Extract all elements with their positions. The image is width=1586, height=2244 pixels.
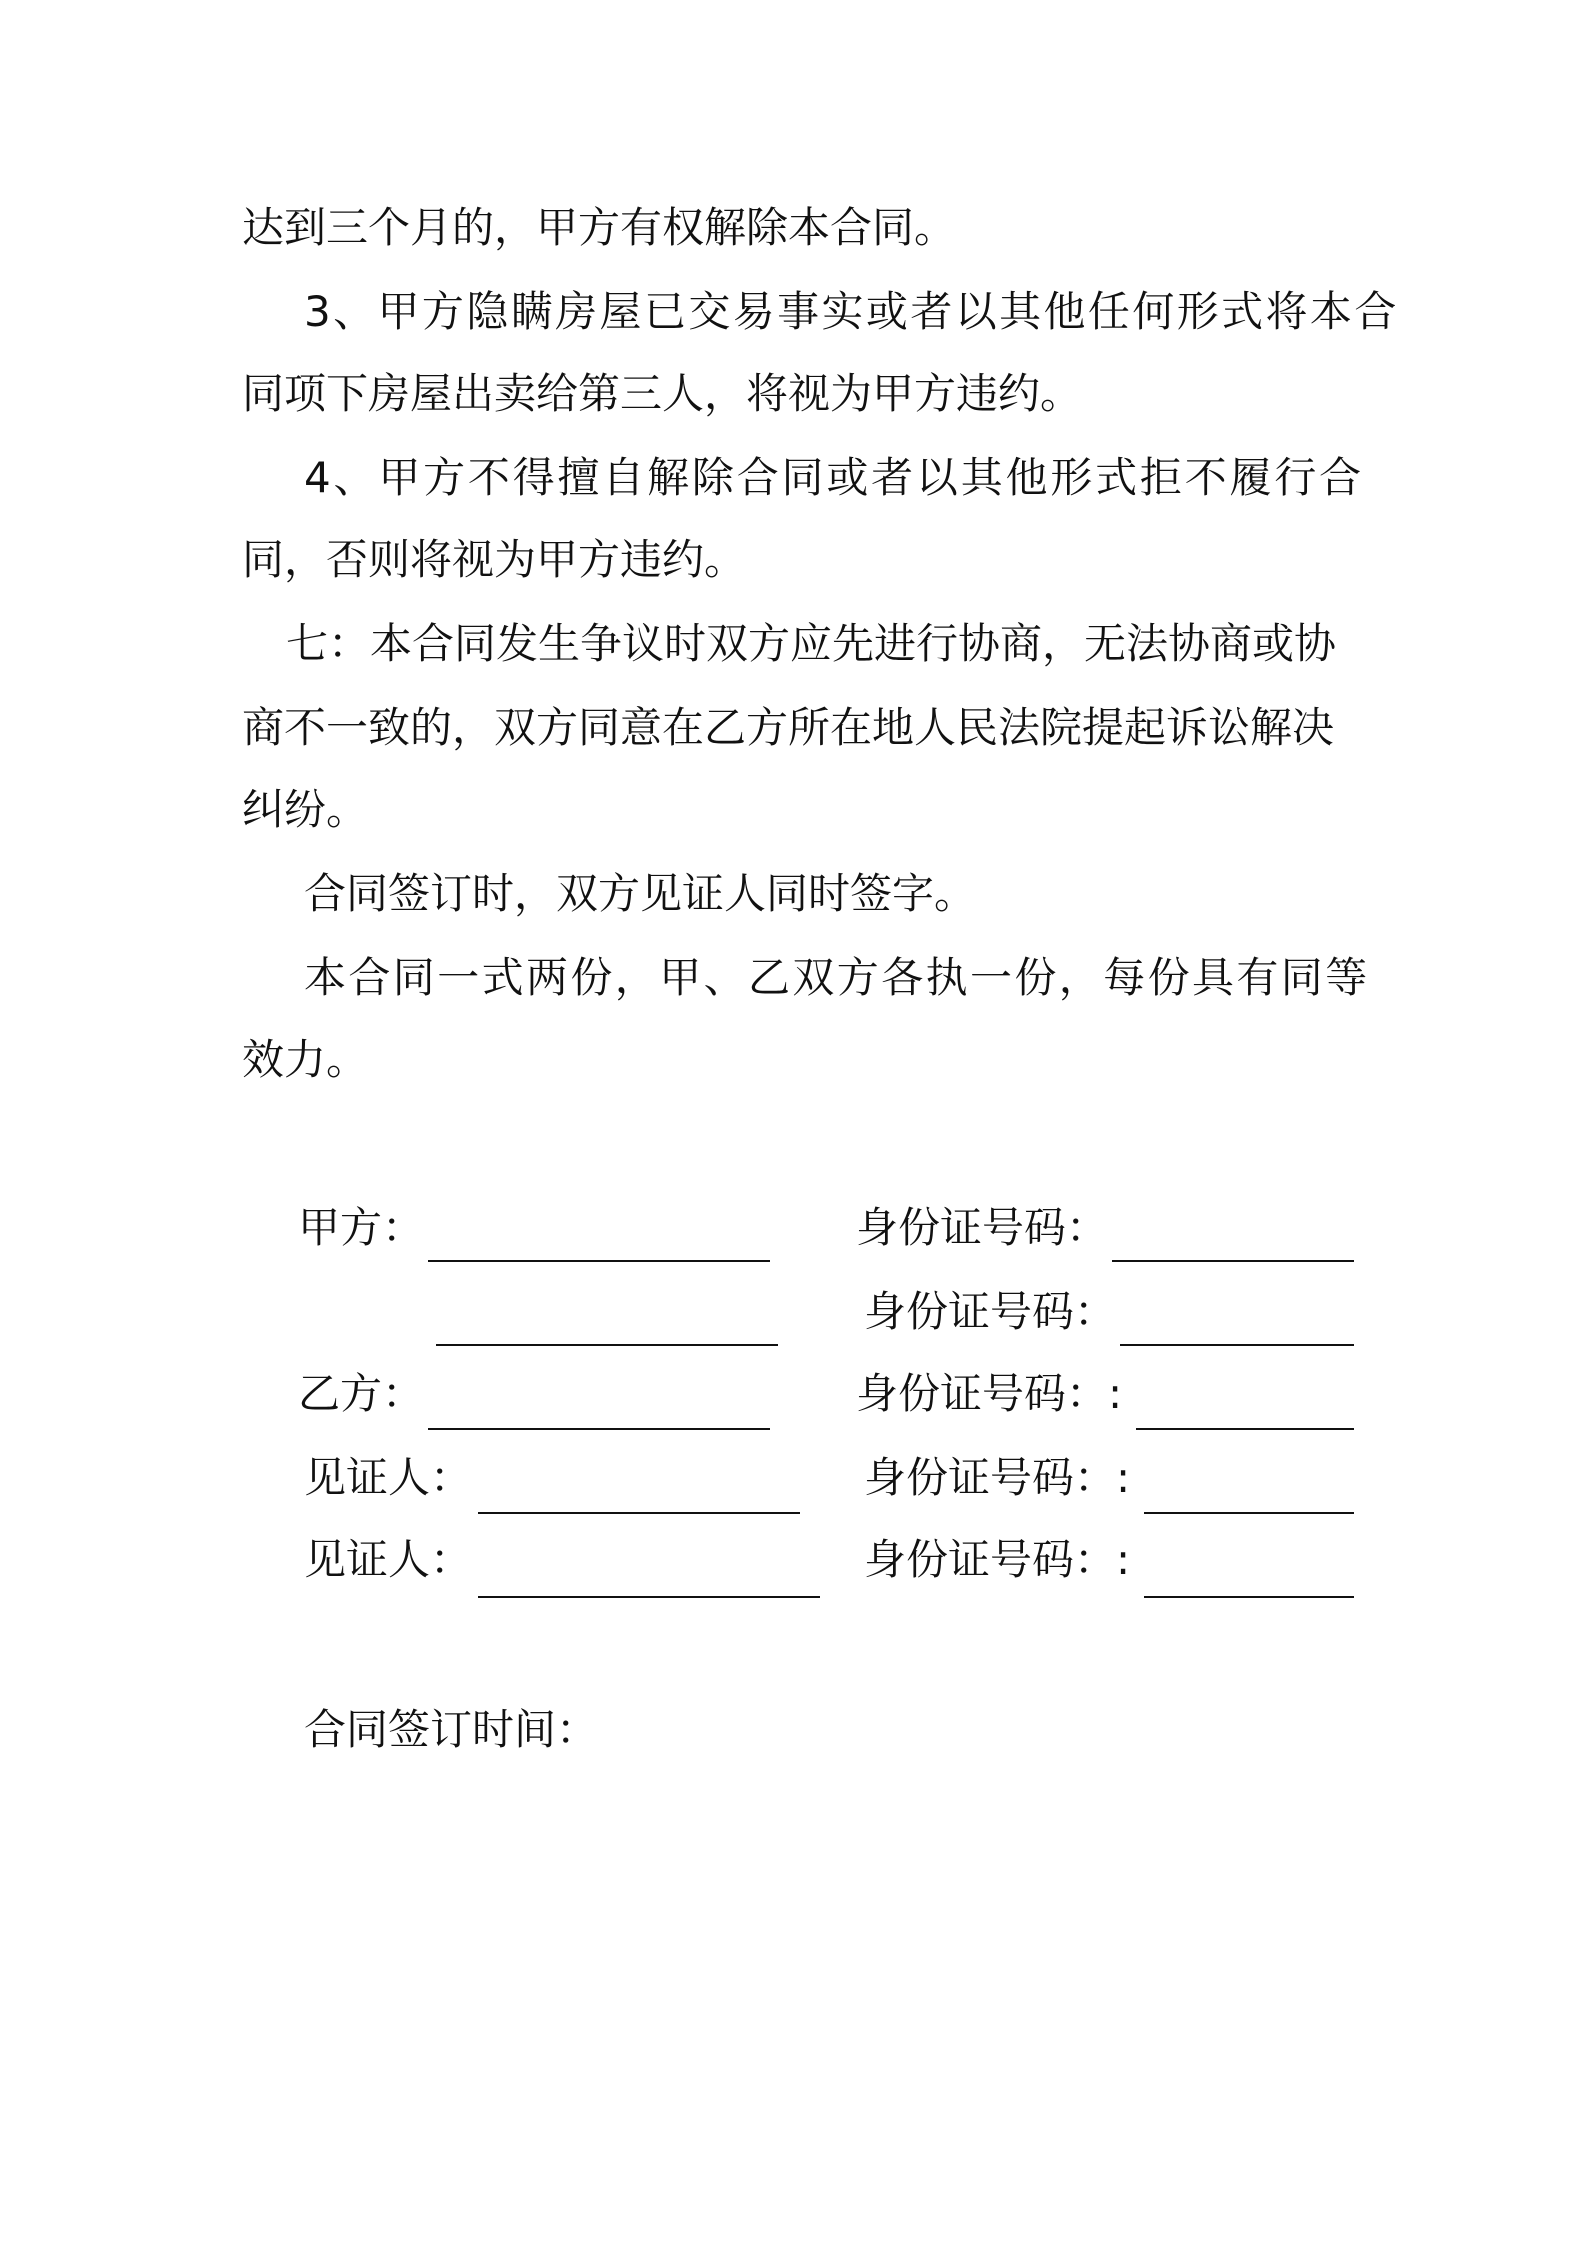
id-number-line[interactable] [1144, 1596, 1354, 1598]
paragraph-line: 3、甲方隐瞒房屋已交易事实或者以其他任何形式将本合 [304, 287, 1399, 336]
paragraph-line: 本合同一式两份，甲、乙双方各执一份，每份具有同等 [304, 953, 1370, 1002]
id-number-label: 身份证号码： [856, 1203, 1109, 1252]
paragraph-line: 商不一致的，双方同意在乙方所在地人民法院提起诉讼解决 [242, 703, 1335, 752]
party-b-label: 乙方： [298, 1369, 425, 1418]
paragraph-line: 合同签订时，双方见证人同时签字。 [304, 869, 977, 918]
paragraph-line: 同，否则将视为甲方违约。 [242, 535, 747, 584]
id-number-label: 身份证号码：: [864, 1453, 1131, 1502]
id-number-line[interactable] [1136, 1428, 1354, 1430]
witness-label: 见证人： [304, 1535, 473, 1584]
id-number-label: 身份证号码： [864, 1287, 1117, 1336]
id-number-label: 身份证号码：: [864, 1535, 1131, 1584]
witness-signature-line[interactable] [478, 1596, 820, 1598]
paragraph-line: 4、甲方不得擅自解除合同或者以其他形式拒不履行合 [304, 453, 1364, 502]
id-number-label: 身份证号码：: [856, 1369, 1123, 1418]
paragraph-line: 效力。 [242, 1035, 369, 1084]
signature-line[interactable] [436, 1344, 778, 1346]
paragraph-line: 达到三个月的，甲方有权解除本合同。 [242, 203, 957, 252]
paragraph-line: 七：本合同发生争议时双方应先进行协商，无法协商或协 [286, 619, 1337, 668]
paragraph-line: 纠纷。 [242, 785, 369, 834]
witness-label: 见证人： [304, 1453, 473, 1502]
signing-date-label: 合同签订时间： [304, 1705, 599, 1754]
party-a-label: 甲方： [298, 1203, 425, 1252]
party-a-signature-line[interactable] [428, 1260, 770, 1262]
id-number-line[interactable] [1120, 1344, 1354, 1346]
id-number-line[interactable] [1112, 1260, 1354, 1262]
witness-signature-line[interactable] [478, 1512, 800, 1514]
party-b-signature-line[interactable] [428, 1428, 770, 1430]
id-number-line[interactable] [1144, 1512, 1354, 1514]
paragraph-line: 同项下房屋出卖给第三人，将视为甲方违约。 [242, 369, 1083, 418]
